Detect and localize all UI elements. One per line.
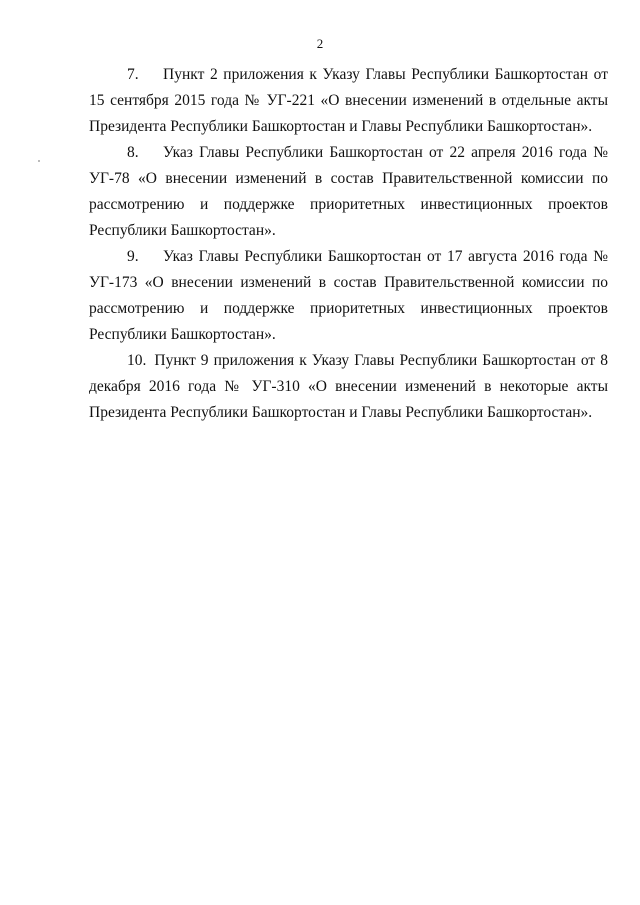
item-text: Указ Главы Республики Башкортостан от 22 апреля 2016 года № УГ-78 «О внесении изменений в состав Правительственной комиссии по рассмотрению и поддержке приоритетных инвестиционных проектов Республики Башкортостан». [89, 144, 608, 239]
list-item-8 [89, 140, 608, 244]
item-number: 10. [127, 352, 147, 369]
page-number: 2 [316, 36, 324, 51]
item-text: Указ Главы Республики Башкортостан от 17 августа 2016 года № УГ-173 «О внесении изменений в состав Правительственной комиссии по рассмотрению и поддержке приоритетных инвестиционных проектов Республики Башкортостан». [89, 248, 608, 343]
list-item-10 [89, 348, 608, 426]
item-number: 8. [127, 144, 139, 161]
list-item-9 [89, 244, 608, 348]
margin-mark [38, 160, 40, 162]
item-number: 7. [127, 66, 139, 83]
item-text: Пункт 9 приложения к Указу Главы Республики Башкортостан от 8 декабря 2016 года № УГ-310 «О внесении изменений в некоторые акты Президента Республики Башкортостан и Главы Республики Башкортостан». [89, 352, 608, 421]
list-item-7 [89, 62, 608, 140]
document-body [89, 62, 608, 426]
item-text: Пункт 2 приложения к Указу Главы Республики Башкортостан от 15 сентября 2015 года № УГ-221 «О внесении изменений в отдельные акты Президента Республики Башкортостан и Главы Республики Башкортостан». [89, 66, 608, 135]
item-number: 9. [127, 248, 139, 265]
